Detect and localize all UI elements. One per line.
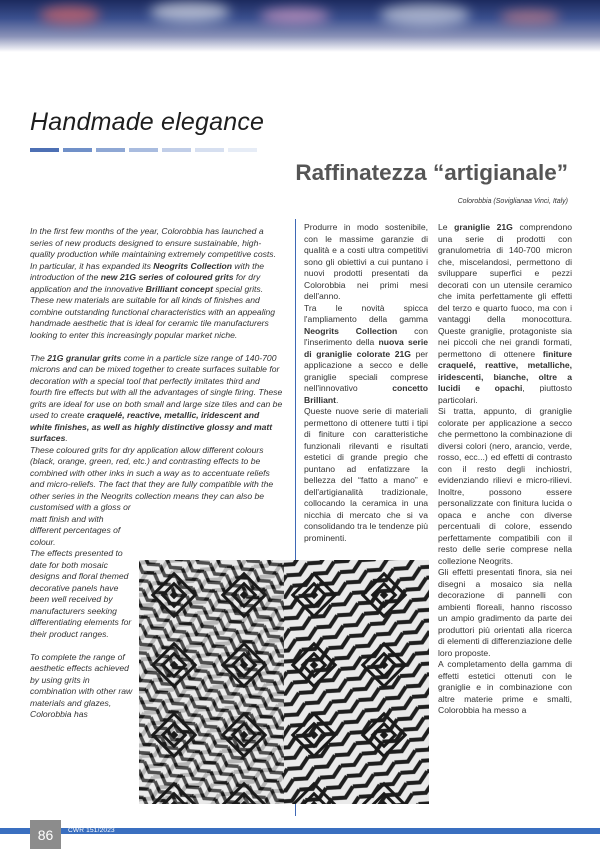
paragraph: Queste nuove serie di materiali permettono di ottenere tutti i tipi di finiture con caratteristiche funzionali rilevanti e risultati estetici di grande pregio che puntano ad enfatizzare la bellezza del “fatto a mano” e dell'artigianalità tradizionale, collocando la ceramica in una nicchia di mercato che si va consolidando tra le tendenze più prominenti. [304, 406, 428, 543]
byline: Colorobbia (Soviglianaa Vinci, Italy) [457, 198, 568, 205]
article-title-italian: Raffinatezza “artigianale” [295, 160, 568, 185]
tile-pattern-photo [139, 560, 429, 804]
issue-label: CWR 151/2023 [68, 827, 115, 834]
color-bar [195, 148, 224, 152]
decorative-color-bars [30, 148, 257, 152]
paragraph: In the first few months of the year, Colorobbia has launched a series of new products designed to ensure sustainable, high-quality production while maintaining extremely competitive costs. [30, 226, 276, 259]
color-bar [228, 148, 257, 152]
color-bar [96, 148, 125, 152]
paragraph: Produrre in modo sostenibile, con le massime garanzie di qualità e a costi ultra competitivi sono gli obiettivi a cui puntano i nuovi prodotti presentati da Colorobbia nei primi mesi dell'anno. [304, 222, 428, 301]
color-bar [63, 148, 92, 152]
paragraph: customised with a gloss or matt finish and with different percentages of colour. [30, 502, 131, 547]
paragraph: These new materials are suitable for all kinds of finishes and combine outstanding functional characteristics with an appealing handmade aesthetic that is ideal for ceramic tile manufacturers looking to enter this increasingly popular market niche. [30, 295, 276, 340]
paragraph: Le graniglie 21G comprendono una serie di prodotti con granulometria di 140-700 micron che, miscelandosi, permettono di sviluppare superfici e pezzi decorati con un utensile ceramico che imita perfettamente gli effetti del terzo e quarto fuoco, ma con i vantaggi della monocottura. Queste graniglie, protagoniste sia nei piccoli che nei grandi formati, permettono di ottenere finiture craquelé, reattive, metalliche, iridescenti, bianche, oltre a lucidi e opachi, piuttosto particolari. [438, 222, 572, 405]
paragraph: Si tratta, appunto, di graniglie colorate per applicazione a secco che permettono la combinazione di diversi colori (nero, arancio, verde, rosso, ecc...) ed effetti di contrasto con il resto degli inchiostri, evidenziando rilievi e micro-rilievi. Inoltre, possono essere personalizzate con finitura lucida o opaca e anche con diverse percentuali di colore, essendo perfettamente compatibili con il resto delle serie comprese nella collezione Neogrits. [438, 406, 572, 566]
paragraph: These coloured grits for dry application allow different colours (black, orange, green, red, etc.) and contrasting effects to be combined with other inks in such a way as to accentuate reliefs and micro-reliefs. The fact that they are fully compatible with the other series in the Neogrits collection means they can also be [30, 444, 274, 501]
paragraph: Gli effetti presentati finora, sia nei disegni a mosaico sia nella decorazione di pannelli con ambienti floreali, hanno riscosso un ampio gradimento da parte dei produttori più orientati alla ricerca di elementi di differenziazione delle loro proposte. [438, 567, 572, 658]
paragraph: A completamento della gamma di effetti estetici ottenuti con le graniglie e in combinazione con altre materie prime e smalti, Colorobbia ha messo a [438, 659, 572, 715]
color-bar [30, 148, 59, 152]
paragraph: To complete the range of aesthetic effects achieved by using grits in combination with other raw materials and glazes, Colorobbia has [30, 651, 133, 719]
color-bar [129, 148, 158, 152]
header-banner [0, 0, 600, 52]
paragraph: The 21G granular grits come in a particle size range of 140-700 microns and can be mixed together to create surfaces suitable for decoration with a special tool that perfectly imitates third and fourth fire effects but with all the advantages of single firing. These grits are ideal for use on both small and large size tiles and can be used to create craquelé, reactive, metallic, iridescent and white finishes, as well as highly distinctive glossy and matt surfaces. [30, 352, 283, 443]
paragraph: The effects presented to date for both mosaic designs and floral themed decorative panels have been well received by manufacturers seeking differentiating elements for their product ranges. [30, 548, 132, 639]
color-bar [162, 148, 191, 152]
article-title-english: Handmade elegance [30, 108, 265, 136]
italian-column-2 [438, 222, 572, 717]
paragraph: Tra le novità spicca l'ampliamento della gamma Neogrits Collection con l'inserimento della nuova serie di graniglie colorate 21G per applicazione a secco e delle graniglie speciali comprese nell'innovativo concetto Brilliant. [304, 302, 429, 405]
page-number: 86 [30, 820, 61, 849]
paragraph: In particular, it has expanded its Neogrits Collection with the introduction of the new 21G series of coloured grits for dry application and the innovative Brilliant concept special grits. [30, 260, 265, 294]
italian-column-1 [304, 222, 428, 544]
